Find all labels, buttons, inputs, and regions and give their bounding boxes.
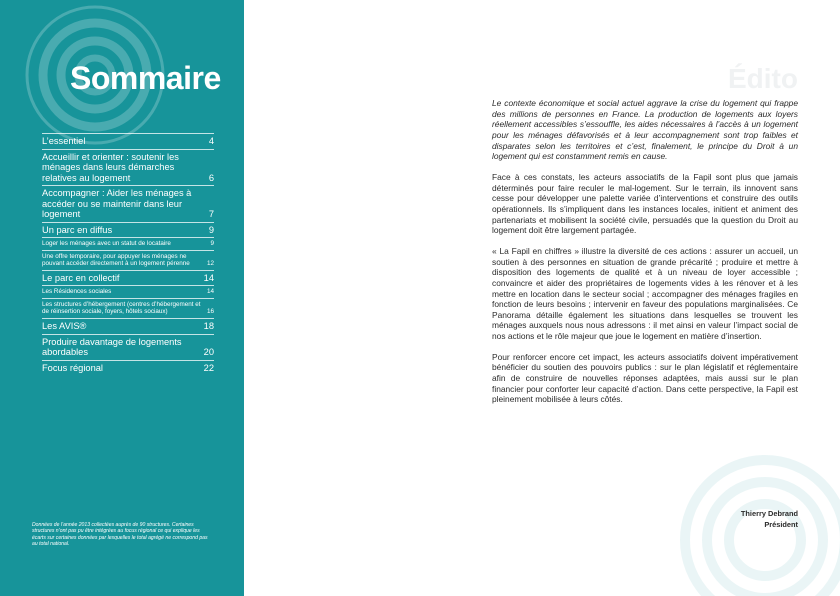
signature-name: Thierry Debrand xyxy=(740,509,798,518)
toc-entry-page: 9 xyxy=(208,224,214,235)
edito-paragraph: Pour renforcer encore cet impact, les acteurs associatifs doivent impérativement bénéficier du soutien des pouvoirs publics : sur le plan législatif et réglementaire afin de construire de nouvelles réponses adaptées, mais aussi sur le plan financier pour conforter leur capacité d’action. Dans cette perspective, la Fapil est pleinement mobilisée à leurs côtés. xyxy=(492,351,798,405)
toc-entry-label: L’essentiel xyxy=(42,136,86,146)
toc-entry-page: 4 xyxy=(208,136,214,146)
toc-entry-page: 6 xyxy=(208,172,214,183)
toc-entry-label: Accompagner : Aider les ménages à accéder ou se maintenir dans leur logement xyxy=(42,188,192,219)
toc-entry-page: 16 xyxy=(206,308,214,316)
footnote: Données de l’année 2013 collectées auprès de 90 structures. Certaines structures n’ont pas pu être intégrées au focus régional ce qui explique les écarts sur certaines données par lesquelles le total agrégé ne correspond pas au total national. xyxy=(32,522,208,547)
sommaire-panel xyxy=(0,0,244,596)
toc-entry-label: Loger les ménages avec un statut de locataire xyxy=(42,240,171,247)
toc-entry-label: Accueillir et orienter : soutenir les ménages dans leurs démarches relatives au logement xyxy=(42,151,179,183)
toc-entry-label: Les AVIS® xyxy=(42,321,87,332)
toc-entry[interactable] xyxy=(42,270,214,286)
toc-entry[interactable] xyxy=(42,133,214,149)
edito-title: Édito xyxy=(728,63,798,94)
toc-entry[interactable] xyxy=(42,360,214,376)
edito-paragraph: « La Fapil en chiffres » illustre la diversité de ces actions : assurer un accueil, un soutien à des personnes en situation de grande précarité ; produire et mettre à disposition des logements de qualité et à un niveau de loyer accessible ; convaincre et aider des propriétaires de logements vides à les rénover et à les mettre en location dans le secteur social ; accompagner des ménages fragiles en fonction de leurs besoins ; intervenir en faveur des populations marginalisées. Ce Panorama détaille également les situations dans lesquelles se trouvent les ménages auxquels nous nous adressons : il met ainsi en valeur l’impact social de nos actions et le rôle majeur que joue le logement en matière d’insertion. xyxy=(492,245,798,342)
signature-role: Président xyxy=(764,519,798,529)
toc-entry-page: 7 xyxy=(208,209,214,219)
toc-entry-page: 18 xyxy=(203,321,214,332)
toc-entry-label: Les Résidences sociales xyxy=(42,288,112,296)
toc-entry-page: 22 xyxy=(203,362,214,373)
toc-entry-page: 12 xyxy=(206,260,214,268)
toc-entry[interactable] xyxy=(42,285,214,298)
toc-entry[interactable] xyxy=(42,318,214,334)
toc-entry[interactable] xyxy=(42,185,214,222)
toc-entry[interactable] xyxy=(42,250,214,270)
edito-intro-paragraph: Le contexte économique et social actuel aggrave la crise du logement qui frappe des millions de personnes en France. La production de logements aux loyers réellement accessibles s’essouffle, les aides nécessaires à l’accès à un logement pour les ménages défavorisés et à leur accompagnement sont trop faibles et disparates selon les territoires et c’est, finalement, le principe du Droit à un logement qui est constamment remis en cause. xyxy=(492,98,798,162)
toc-entry-page: 20 xyxy=(203,347,214,358)
toc-entry-label: Le parc en collectif xyxy=(42,272,120,283)
edito-paragraph: Face à ces constats, les acteurs associatifs de la Fapil sont plus que jamais déterminés pour faire reculer le mal-logement. Sur le terrain, ils innovent sans cesse pour développer une palette variée d’interventions et construire des outils opérationnels. Ils s’impliquent dans les instances locales, initient et animent des partenariats et mobilisent la société civile, persuadés que la question du Droit au logement doit être largement partagée. xyxy=(492,171,798,236)
edito-body xyxy=(492,98,798,415)
toc-entry[interactable] xyxy=(42,237,214,250)
table-of-contents xyxy=(42,133,214,375)
signature xyxy=(600,509,798,531)
toc-entry-label: Focus régional xyxy=(42,362,103,373)
toc-entry-page: 9 xyxy=(210,240,214,247)
toc-entry-label: Une offre temporaire, pour appuyer les ménages ne pouvant accéder directement à un logement pérenne xyxy=(42,252,190,268)
toc-entry[interactable] xyxy=(42,149,214,186)
toc-entry-page: 14 xyxy=(206,288,214,296)
toc-entry[interactable] xyxy=(42,222,214,238)
toc-entry-label: Un parc en diffus xyxy=(42,224,113,235)
toc-entry-label: Produire davantage de logements abordables xyxy=(42,336,182,358)
toc-entry-page: 14 xyxy=(203,272,214,283)
sommaire-title: Sommaire xyxy=(70,60,221,96)
toc-entry-label: Les structures d’hébergement (centres d’hébergement et de réinsertion sociale, foyers, hôtels sociaux) xyxy=(42,300,201,316)
toc-entry[interactable] xyxy=(42,298,214,318)
toc-entry[interactable] xyxy=(42,334,214,360)
